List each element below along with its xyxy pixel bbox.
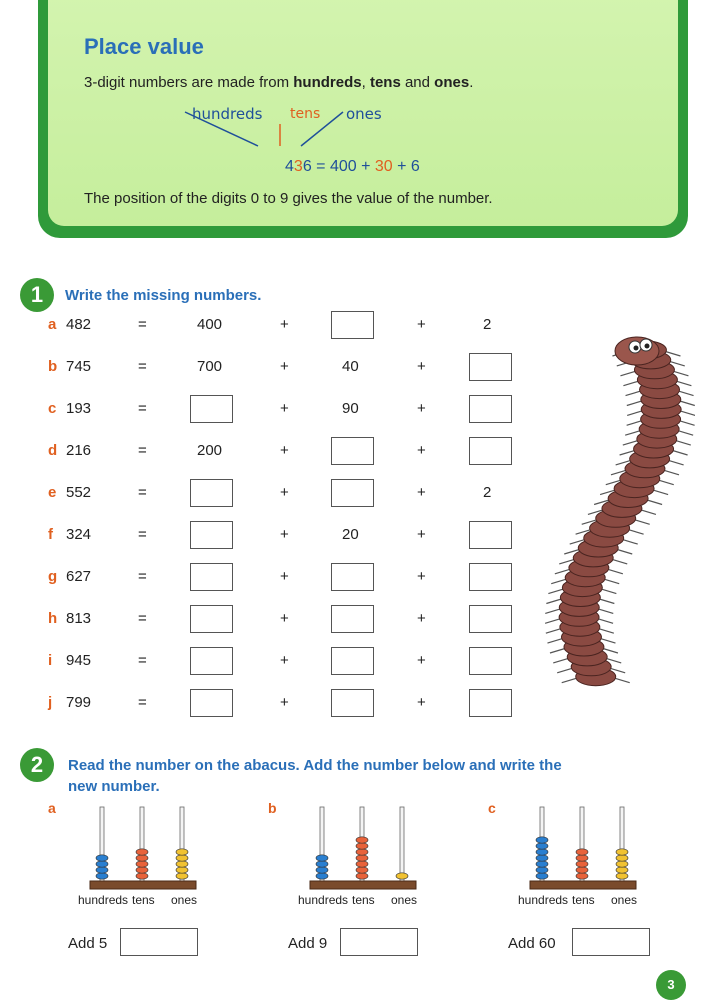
eq-digit-hundreds: 4: [285, 158, 294, 175]
tens-answer-box[interactable]: [331, 563, 374, 591]
abacus-label-tens: tens: [352, 893, 375, 907]
add-instruction: Add 9: [288, 935, 328, 952]
hundreds-value: 700: [197, 358, 223, 375]
panel-note: The position of the digits 0 to 9 gives the value of the number.: [84, 190, 493, 207]
abacus-base: [90, 881, 196, 889]
tens-answer-box[interactable]: [331, 605, 374, 633]
hundreds-answer-box[interactable]: [190, 395, 233, 423]
plus-sign: +: [280, 610, 289, 627]
equation-row-j: [0, 688, 540, 718]
eq-part-1: = 400 +: [311, 158, 375, 175]
plus-sign: +: [280, 358, 289, 375]
row-number: 745: [66, 358, 92, 375]
question-2-number: 2: [20, 748, 54, 782]
hundreds-bead: [536, 861, 548, 867]
equation-row-b: [0, 352, 540, 382]
equals-sign: =: [138, 568, 147, 585]
tens-bead: [356, 867, 368, 873]
row-number: 799: [66, 694, 92, 711]
hundreds-answer-box[interactable]: [190, 479, 233, 507]
row-number: 813: [66, 610, 92, 627]
tens-bead: [356, 873, 368, 879]
equals-sign: =: [138, 526, 147, 543]
row-letter: e: [48, 484, 57, 501]
plus-sign: +: [417, 652, 426, 669]
example-equation: [285, 158, 420, 176]
question-2-instruction-line2: new number.: [68, 778, 160, 795]
tens-answer-box[interactable]: [331, 647, 374, 675]
add-instruction: Add 60: [508, 935, 556, 952]
tens-value: 40: [342, 358, 359, 375]
row-letter: g: [48, 568, 58, 585]
abacus-base: [310, 881, 416, 889]
hundreds-bead: [316, 855, 328, 861]
tens-answer-box[interactable]: [331, 479, 374, 507]
question-2-instruction-line1: Read the number on the abacus. Add the number below and write the: [68, 757, 562, 774]
hundreds-bead: [316, 867, 328, 873]
tens-bead: [576, 849, 588, 855]
ones-answer-box[interactable]: [469, 521, 512, 549]
hundreds-bead: [536, 855, 548, 861]
panel-title: Place value: [84, 34, 204, 59]
tens-bead: [356, 861, 368, 867]
ones-bead: [616, 861, 628, 867]
plus-sign: +: [417, 694, 426, 711]
abacus-label-tens: tens: [572, 893, 595, 907]
equals-sign: =: [138, 610, 147, 627]
tens-bead: [136, 873, 148, 879]
plus-sign: +: [417, 316, 426, 333]
eq-digit-ones: 6: [302, 158, 312, 175]
abacus-label-tens: tens: [132, 893, 155, 907]
abacus-rod: [400, 807, 404, 883]
tens-bead: [136, 867, 148, 873]
question-1-number: 1: [20, 278, 54, 312]
row-number: 552: [66, 484, 92, 501]
new-number-answer-box[interactable]: [120, 928, 198, 956]
tens-bead: [576, 855, 588, 861]
tens-bead: [356, 855, 368, 861]
ones-bead: [176, 867, 188, 873]
ones-bead: [616, 873, 628, 879]
place-value-panel-inner: [48, 0, 678, 226]
equation-row-a: [0, 310, 540, 340]
intro-tens: tens: [369, 74, 401, 91]
hundreds-bead: [96, 861, 108, 867]
tens-bead: [576, 867, 588, 873]
equation-row-d: [0, 436, 540, 466]
plus-sign: +: [280, 526, 289, 543]
row-letter: a: [48, 316, 57, 333]
equals-sign: =: [138, 652, 147, 669]
tens-answer-box[interactable]: [331, 437, 374, 465]
equation-row-e: [0, 478, 540, 508]
tens-bead: [576, 861, 588, 867]
plus-sign: +: [280, 484, 289, 501]
hundreds-bead: [96, 867, 108, 873]
abacus-letter: c: [488, 800, 496, 816]
row-letter: f: [48, 526, 53, 543]
tens-bead: [136, 855, 148, 861]
hundreds-bead: [536, 873, 548, 879]
abacus-a: [58, 805, 198, 945]
ones-bead: [616, 867, 628, 873]
row-number: 216: [66, 442, 92, 459]
new-number-answer-box[interactable]: [340, 928, 418, 956]
equation-row-f: [0, 520, 540, 550]
tens-value: 20: [342, 526, 359, 543]
tens-bead: [356, 849, 368, 855]
abacus-letter: b: [268, 800, 277, 816]
ones-bead: [176, 873, 188, 879]
row-letter: c: [48, 400, 57, 417]
tens-bead: [576, 873, 588, 879]
ones-answer-box[interactable]: [469, 395, 512, 423]
label-ones: ones: [346, 105, 382, 123]
row-letter: i: [48, 652, 53, 669]
add-instruction: Add 5: [68, 935, 108, 952]
new-number-answer-box[interactable]: [572, 928, 650, 956]
abacus-label-ones: ones: [611, 893, 638, 907]
abacus-base: [530, 881, 636, 889]
abacus-label-hundreds: hundreds: [518, 893, 569, 907]
panel-intro: [84, 74, 473, 91]
ones-bead: [176, 855, 188, 861]
place-value-panel: [38, 0, 688, 238]
label-tens: tens: [290, 106, 321, 122]
ones-answer-box[interactable]: [469, 605, 512, 633]
equation-row-i: [0, 646, 540, 676]
eq-tens-value: 30: [374, 158, 393, 175]
tens-value: 90: [342, 400, 359, 417]
plus-sign: +: [417, 358, 426, 375]
hundreds-bead: [96, 855, 108, 861]
ones-bead: [616, 849, 628, 855]
ones-answer-box[interactable]: [469, 437, 512, 465]
hundreds-value: 200: [197, 442, 223, 459]
equation-row-c: [0, 394, 540, 424]
ones-answer-box[interactable]: [469, 647, 512, 675]
plus-sign: +: [280, 568, 289, 585]
equals-sign: =: [138, 400, 147, 417]
hundreds-answer-box[interactable]: [190, 605, 233, 633]
hundreds-bead: [536, 867, 548, 873]
hundreds-value: 400: [197, 316, 223, 333]
row-number: 945: [66, 652, 92, 669]
row-number: 324: [66, 526, 92, 543]
tens-answer-box[interactable]: [331, 311, 374, 339]
hundreds-bead: [536, 837, 548, 843]
abacus-label-ones: ones: [391, 893, 418, 907]
ones-bead: [176, 849, 188, 855]
hundreds-answer-box[interactable]: [190, 689, 233, 717]
ones-bead: [396, 873, 408, 879]
equals-sign: =: [138, 694, 147, 711]
ones-value: 2: [483, 484, 492, 501]
tens-bead: [136, 861, 148, 867]
ones-answer-box[interactable]: [469, 689, 512, 717]
abacus-c: [498, 805, 638, 945]
plus-sign: +: [417, 442, 426, 459]
abacus-label-hundreds: hundreds: [298, 893, 349, 907]
hundreds-answer-box[interactable]: [190, 521, 233, 549]
abacus-letter: a: [48, 800, 56, 816]
hundreds-bead: [536, 849, 548, 855]
abacus-label-hundreds: hundreds: [78, 893, 129, 907]
tens-bead: [356, 843, 368, 849]
equals-sign: =: [138, 316, 147, 333]
row-number: 482: [66, 316, 92, 333]
page-number: 3: [656, 970, 686, 1000]
row-letter: j: [48, 694, 53, 711]
question-1-instruction: Write the missing numbers.: [65, 287, 262, 304]
ones-answer-box[interactable]: [469, 353, 512, 381]
ones-answer-box[interactable]: [469, 563, 512, 591]
eq-digit-tens: 3: [293, 158, 303, 175]
hundreds-answer-box[interactable]: [190, 647, 233, 675]
plus-sign: +: [280, 694, 289, 711]
hundreds-bead: [96, 873, 108, 879]
plus-sign: +: [280, 442, 289, 459]
tens-answer-box[interactable]: [331, 689, 374, 717]
ones-bead: [176, 861, 188, 867]
plus-sign: +: [280, 316, 289, 333]
intro-and: and: [400, 74, 435, 91]
plus-sign: +: [280, 652, 289, 669]
row-letter: h: [48, 610, 58, 627]
tens-bead: [356, 837, 368, 843]
equals-sign: =: [138, 442, 147, 459]
ones-bead: [616, 855, 628, 861]
row-number: 193: [66, 400, 92, 417]
intro-text: 3-digit numbers are made from: [84, 74, 294, 91]
plus-sign: +: [417, 484, 426, 501]
equals-sign: =: [138, 484, 147, 501]
plus-sign: +: [417, 568, 426, 585]
equation-row-g: [0, 562, 540, 592]
intro-ones: ones: [434, 74, 470, 91]
abacus-label-ones: ones: [171, 893, 198, 907]
row-letter: d: [48, 442, 58, 459]
intro-sep: ,: [361, 74, 370, 91]
row-letter: b: [48, 358, 58, 375]
intro-hundreds: hundreds: [293, 74, 362, 91]
row-number: 627: [66, 568, 92, 585]
equals-sign: =: [138, 358, 147, 375]
eq-part-2: + 6: [392, 158, 420, 175]
intro-end: .: [469, 74, 474, 91]
hundreds-bead: [536, 843, 548, 849]
plus-sign: +: [417, 610, 426, 627]
millipede-illustration: [545, 325, 695, 695]
ones-value: 2: [483, 316, 492, 333]
hundreds-answer-box[interactable]: [190, 563, 233, 591]
abacus-b: [278, 805, 418, 945]
plus-sign: +: [417, 526, 426, 543]
hundreds-bead: [316, 861, 328, 867]
tens-bead: [136, 849, 148, 855]
plus-sign: +: [417, 400, 426, 417]
label-hundreds: hundreds: [192, 105, 263, 123]
equation-row-h: [0, 604, 540, 634]
hundreds-bead: [316, 873, 328, 879]
plus-sign: +: [280, 400, 289, 417]
